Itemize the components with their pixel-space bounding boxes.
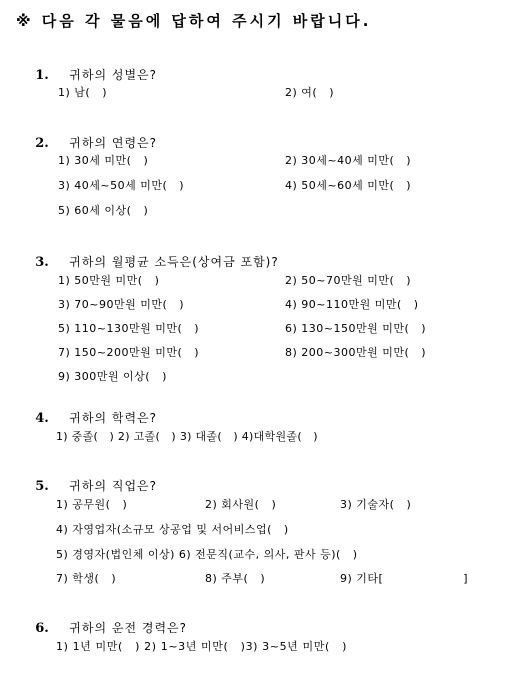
question-number: 6. [35, 621, 49, 636]
option-3-7[interactable]: 7) 150~200만원 미만( ) [58, 346, 200, 359]
question-number: 1. [35, 68, 49, 83]
option-3-3[interactable]: 3) 70~90만원 미만( ) [58, 298, 185, 311]
option-4-row[interactable]: 1) 중졸( ) 2) 고졸( ) 3) 대졸( ) 4)대학원졸( ) [56, 430, 318, 443]
option-3-1[interactable]: 1) 50만원 미만( ) [58, 274, 160, 287]
option-5-4[interactable]: 4) 자영업자(소규모 상공업 및 서어비스업( ) [56, 523, 289, 536]
question-text: 귀하의 월평균 소득은(상여금 포함)? [69, 255, 279, 269]
page-title: ※ 다음 각 물음에 답하여 주시기 바랍니다. [16, 12, 372, 30]
question-text: 귀하의 성별은? [69, 68, 158, 82]
option-3-2[interactable]: 2) 50~70만원 미만( ) [285, 274, 412, 287]
question-number: 3. [35, 255, 49, 270]
option-3-8[interactable]: 8) 200~300만원 미만( ) [285, 346, 427, 359]
option-2-1[interactable]: 1) 30세 미만( ) [58, 154, 149, 167]
option-6-row[interactable]: 1) 1년 미만( ) 2) 1~3년 미만( )3) 3~5년 미만( ) [56, 640, 348, 653]
option-2-2[interactable]: 2) 30세~40세 미만( ) [285, 154, 412, 167]
option-3-9[interactable]: 9) 300만원 이상( ) [58, 370, 167, 383]
question-number: 5. [35, 479, 49, 494]
option-3-5[interactable]: 5) 110~130만원 미만( ) [58, 322, 200, 335]
option-3-4[interactable]: 4) 90~110만원 미만( ) [285, 298, 419, 311]
option-2-4[interactable]: 4) 50세~60세 미만( ) [285, 179, 412, 192]
question-text: 귀하의 직업은? [69, 479, 158, 493]
option-5-9[interactable]: 9) 기타[ ] [340, 572, 469, 585]
question-number: 4. [35, 411, 49, 426]
option-5-8[interactable]: 8) 주부( ) [205, 572, 266, 585]
option-2-5[interactable]: 5) 60세 이상( ) [58, 204, 149, 217]
option-5-7[interactable]: 7) 학생( ) [56, 572, 117, 585]
option-3-6[interactable]: 6) 130~150만원 미만( ) [285, 322, 427, 335]
question-text: 귀하의 운전 경력은? [69, 621, 188, 635]
question-text: 귀하의 학력은? [69, 411, 158, 425]
option-5-3[interactable]: 3) 기술자( ) [340, 498, 412, 511]
question-number: 2. [35, 136, 49, 151]
question-text: 귀하의 연령은? [69, 136, 158, 150]
option-1-2[interactable]: 2) 여( ) [285, 86, 334, 99]
option-5-5-6[interactable]: 5) 경영자(법인체 이상) 6) 전문직(교수, 의사, 판사 등)( ) [56, 548, 358, 561]
option-5-2[interactable]: 2) 회사원( ) [205, 498, 277, 511]
option-5-1[interactable]: 1) 공무원( ) [56, 498, 128, 511]
option-1-1[interactable]: 1) 남( ) [58, 86, 107, 99]
option-2-3[interactable]: 3) 40세~50세 미만( ) [58, 179, 185, 192]
